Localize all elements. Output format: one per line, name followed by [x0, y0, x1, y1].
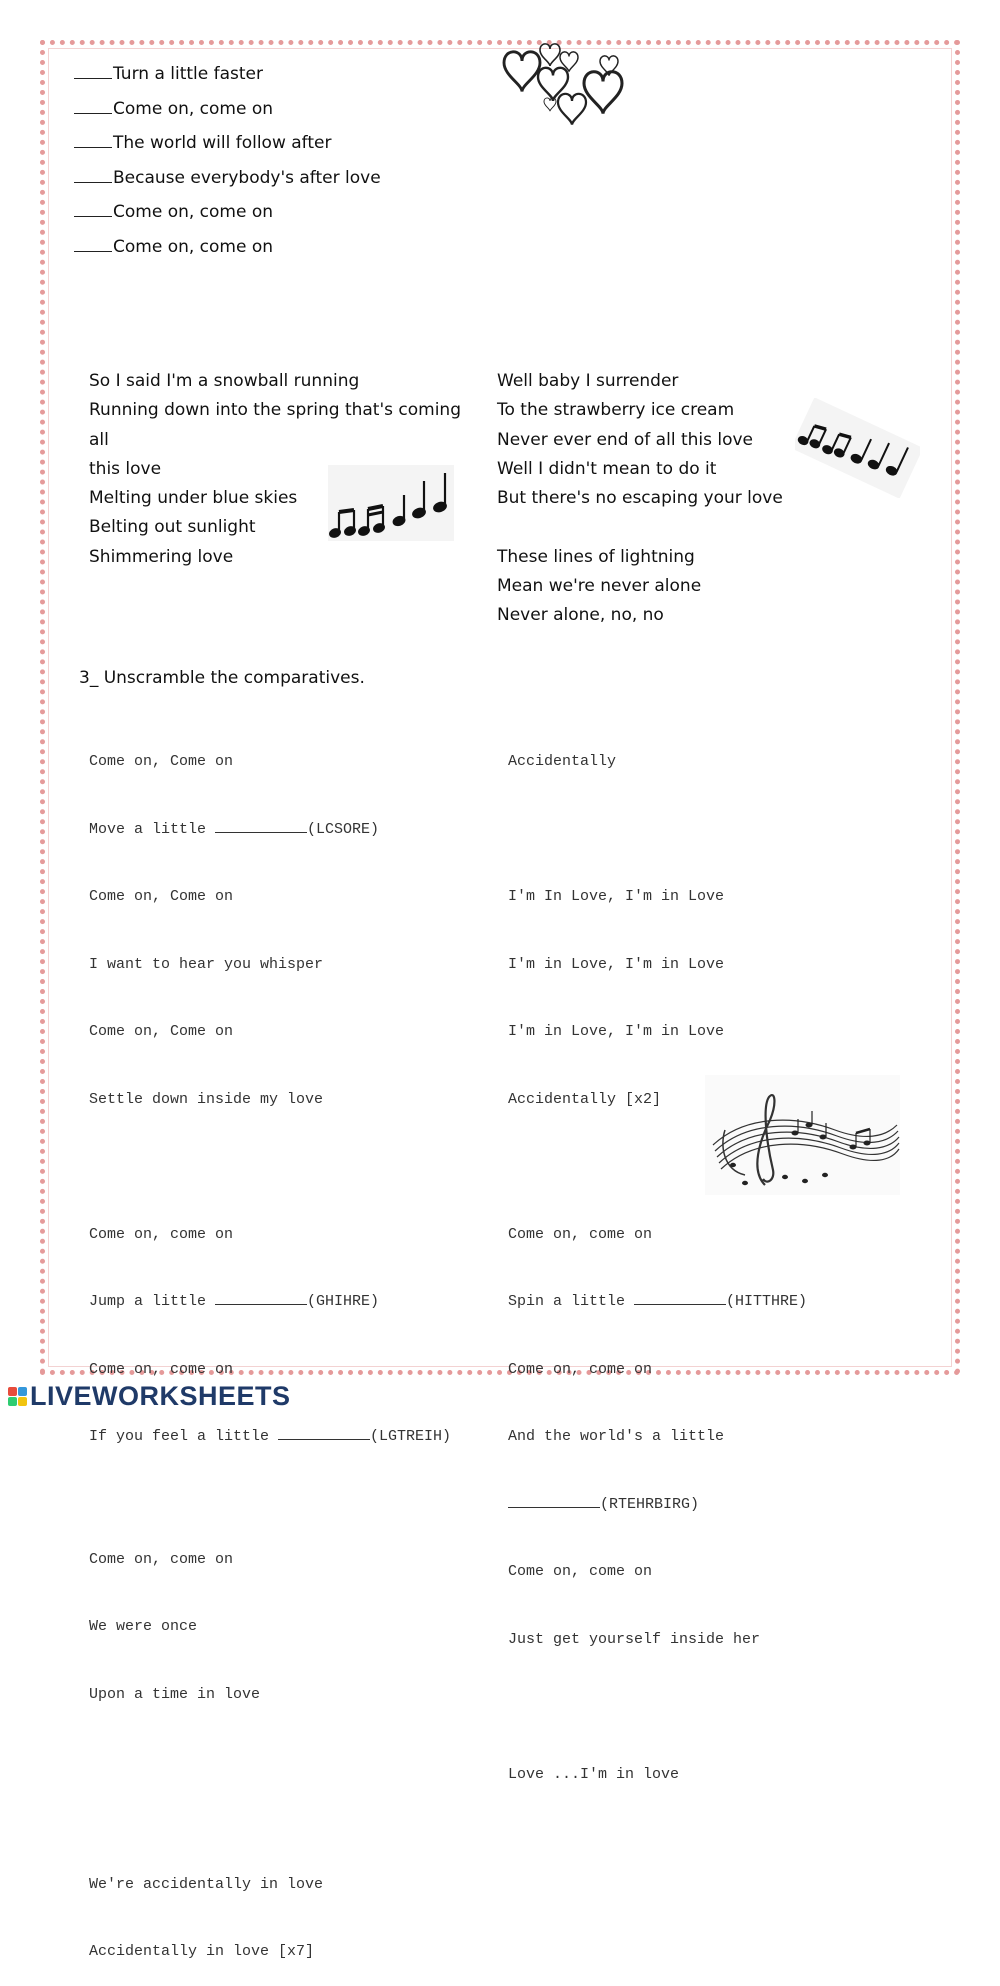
lyric-line: Turn a little faster [113, 64, 264, 84]
music-staff-decoration [705, 1075, 900, 1195]
order-number-blank[interactable] [74, 168, 112, 183]
lyric-line: We were once [89, 1618, 198, 1635]
lyric-line: Come on, come on [89, 1550, 234, 1568]
lyric-line: Accidentally in love [x7] [89, 1943, 315, 1960]
logo-tile [8, 1387, 17, 1396]
lyric-line: Because everybody's after love [113, 167, 381, 188]
logo-tile [8, 1397, 17, 1406]
answer-blank[interactable] [215, 819, 307, 833]
lyric-line: Settle down inside my love [89, 1090, 324, 1108]
lyric-text: Move a little [89, 820, 216, 838]
verse-line: To the strawberry ice cream [497, 400, 735, 421]
lyric-line [89, 1426, 451, 1449]
lyric-line: Come on, Come on [89, 753, 234, 770]
lyric-line [508, 1494, 807, 1517]
lyric-line [508, 1291, 807, 1314]
logo-tile [18, 1397, 27, 1406]
lyric-line: Come on, come on [508, 1360, 653, 1378]
verse-line: Belting out sunlight [89, 517, 256, 538]
answer-blank[interactable] [278, 1426, 370, 1440]
lyric-line: The world will follow after [113, 133, 332, 153]
lyric-line: Come on, come on [113, 98, 274, 119]
verse-line: this love [89, 458, 162, 479]
order-number-blank[interactable] [74, 202, 112, 217]
lyric-line [89, 1291, 451, 1314]
verse-line: Mean we're never alone [497, 576, 702, 597]
ordering-list [74, 64, 381, 271]
verse-line: Shimmering love [89, 546, 234, 567]
lyric-line: And the world's a little [508, 1428, 725, 1445]
scramble-hint: (RTEHRBIRG) [600, 1495, 700, 1513]
verse-line: So I said I'm a snowball running [89, 371, 360, 391]
lyric-line: Come on, come on [508, 1563, 653, 1580]
scramble-hint: (LGTREIH) [370, 1428, 452, 1445]
logo-icon [8, 1387, 27, 1406]
lyric-line: I want to hear you whisper [89, 955, 324, 973]
answer-blank[interactable] [508, 1494, 600, 1508]
lyric-line [89, 819, 451, 842]
lyric-line: We're accidentally in love [89, 1875, 324, 1893]
lyric-line: I'm In Love, I'm in Love [508, 888, 725, 905]
verse-line: Never alone, no, no [497, 605, 664, 626]
verse-line: Well I didn't mean to do it [497, 458, 717, 479]
order-number-blank[interactable] [74, 237, 112, 252]
lyric-text: Spin a little [508, 1293, 635, 1310]
lyric-line: Come on, come on [89, 1225, 234, 1243]
scramble-hint: (GHIHRE) [307, 1293, 380, 1310]
lyrics-right-column [508, 706, 807, 1809]
music-notes-icon [326, 465, 456, 543]
verse-line: Running down into the spring that's coming all [89, 400, 461, 450]
lyric-text: Jump a little [89, 1293, 216, 1310]
lyric-line: Come on, come on [113, 202, 274, 222]
lyric-line: Come on, Come on [89, 888, 234, 905]
lyric-line: Accidentally [x2] [508, 1090, 662, 1108]
lyric-line: Love ...I'm in love [508, 1765, 680, 1783]
verse-right [497, 367, 797, 631]
order-number-blank[interactable] [74, 64, 112, 79]
lyric-line: I'm in Love, I'm in Love [508, 1023, 725, 1040]
lyric-line: Come on, Come on [89, 1023, 234, 1040]
verse-line: But there's no escaping your love [497, 488, 783, 509]
list-item [74, 99, 381, 134]
logo-text: LIVEWORKSHEETS [30, 1381, 291, 1411]
lyric-line: Come on, come on [113, 236, 274, 257]
lyric-line: Come on, come on [89, 1360, 234, 1378]
verse-line: Well baby I surrender [497, 371, 679, 391]
logo-tile [18, 1387, 27, 1396]
liveworksheets-logo [8, 1381, 291, 1412]
lyric-line: Upon a time in love [89, 1685, 261, 1703]
verse-line: Never ever end of all this love [497, 429, 754, 450]
verse-line: Melting under blue skies [89, 488, 298, 509]
lyric-line: Accidentally [508, 753, 617, 770]
lyric-text: If you feel a little [89, 1428, 279, 1445]
lyric-line: I'm in Love, I'm in Love [508, 955, 725, 973]
hearts-decoration [500, 40, 630, 130]
scramble-hint: (LCSORE) [307, 820, 380, 838]
music-notes-icon [795, 398, 920, 498]
order-number-blank[interactable] [74, 133, 112, 148]
verse-line: These lines of lightning [497, 546, 695, 567]
answer-blank[interactable] [215, 1291, 307, 1305]
answer-blank[interactable] [634, 1291, 726, 1305]
lyrics-left-column [89, 706, 451, 1986]
exercise-title: 3_ Unscramble the comparatives. [79, 668, 365, 688]
lyric-line: Just get yourself inside her [508, 1630, 761, 1648]
order-number-blank[interactable] [74, 99, 112, 114]
list-item [74, 168, 381, 203]
scramble-hint: (HITTHRE) [726, 1293, 808, 1310]
lyric-line: Come on, come on [508, 1225, 653, 1243]
list-item [74, 133, 381, 168]
list-item [74, 202, 381, 237]
list-item [74, 64, 381, 99]
list-item [74, 237, 381, 272]
